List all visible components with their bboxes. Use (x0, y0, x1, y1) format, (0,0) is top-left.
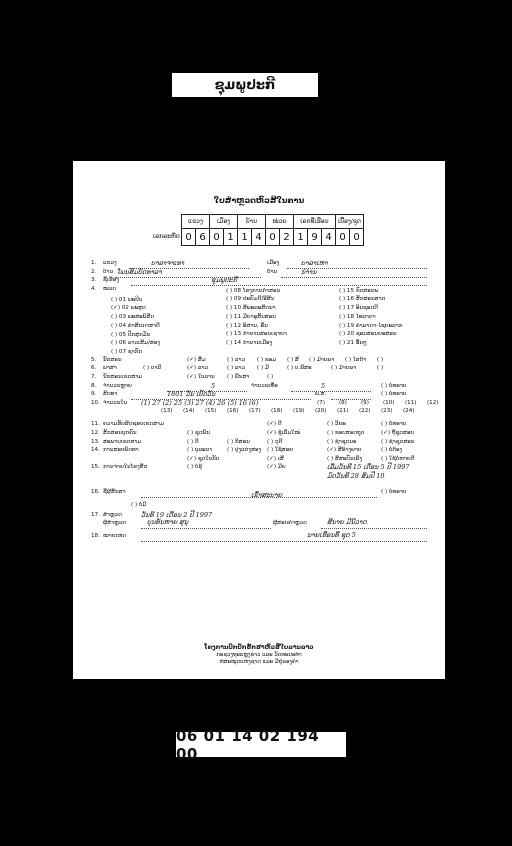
option-checkbox[interactable]: ( ) 19 ຄຳລາດາ-ໄຊຍະລາກ (339, 322, 403, 329)
field-label: ໝາຍເຫດ (103, 532, 127, 539)
code-digit: 9 (308, 229, 322, 246)
field-value: ສີນາຍ ມີນີວາດ (327, 518, 367, 527)
field-row (91, 471, 431, 490)
option-checkbox[interactable]: ( ) ບໍ່ທຣາບ (381, 382, 407, 389)
option-column (111, 296, 160, 357)
option-checkbox[interactable]: ( ) (267, 373, 274, 380)
option-checkbox[interactable]: (✓) 02 ພະສູດ (111, 305, 146, 312)
document-sheet (73, 161, 445, 679)
code-col-header: ເມືອງ (210, 215, 238, 229)
code-digit: 1 (224, 229, 238, 246)
option-checkbox[interactable]: ( ) ວີຍະ (327, 421, 346, 428)
option-checkbox[interactable]: ( ) 08 ໂຮງການກຳສອນ (226, 287, 281, 294)
field-number: 16. (91, 488, 100, 495)
field-number: 8. (91, 382, 97, 389)
option-checkbox[interactable]: ( ) 05 ປົກສຸກມັນ (111, 331, 151, 338)
field-row (91, 278, 431, 287)
field-number: 4. (91, 285, 97, 292)
option-checkbox[interactable]: ( ) 04 ຄຳສິນກາສາດີ (111, 322, 160, 329)
field-label: ບ້ານ (103, 268, 114, 275)
code-label: ເລກລະຫັດ (153, 233, 180, 240)
code-digit: 2 (280, 229, 294, 246)
field-value: 1801 ວັນ ເປັດວັນ (167, 390, 216, 399)
field-label: ສະພາບເຂດສາມ (103, 438, 142, 445)
field-row (91, 431, 431, 440)
option-checkbox[interactable]: (✓) ຊູ້ເລີ່ມໃໝ່ (267, 429, 301, 436)
field-row (91, 518, 431, 530)
option-checkbox[interactable]: ( ) ຂອມ (257, 356, 277, 363)
option-checkbox[interactable]: ( ) ບໍ່ຕ້ອງ (381, 447, 403, 454)
field-number: 15. (91, 464, 100, 471)
option-checkbox[interactable]: (✓) ຊຸດໃນນັບ (187, 455, 220, 462)
page-count-label: (13) (161, 408, 173, 415)
page-count-label: (10) (383, 399, 395, 406)
field-label: ຊື່ຜູ້ສຶກສາ (103, 488, 126, 495)
option-checkbox[interactable]: ( ) ບໍ່ທຣາບ (381, 391, 407, 398)
code-col-header: ໜ່ວຍ (266, 215, 294, 229)
page-count-label: (15) (205, 408, 217, 415)
field-row (91, 510, 431, 522)
field-label: ນັກສອນ (103, 356, 122, 363)
field-value: ເຂົ້າສະບາຍ (251, 490, 283, 499)
option-checkbox[interactable]: ( ) ບໍ່ມີ (131, 501, 147, 508)
field-value: ເລີ່ມວັນທີ 15 ເດືອນ 5 ປີ 1997 (327, 463, 410, 472)
field-label: ການຈ່າຍໃນໂຮງສຶກ (103, 464, 148, 471)
field-value: ນາຍເຮືອນທີ່ ຊຸດ 5 (307, 530, 356, 539)
field-row (91, 490, 431, 499)
option-checkbox[interactable]: ( ) ດຸດີ (267, 438, 283, 445)
code-digit: 4 (322, 229, 336, 246)
page-count-label: (20) (315, 408, 327, 415)
field-number: 14. (91, 447, 100, 454)
option-checkbox[interactable]: ( ) ດີ (187, 438, 199, 445)
code-digit: 0 (182, 229, 196, 246)
page-count-label: (17) (249, 408, 261, 415)
code-table (181, 214, 364, 246)
option-checkbox[interactable]: ( ) ສີສະບົນເພິ່ງ (327, 455, 363, 462)
field-label: ສັກສອນບຸກຄົນ (103, 429, 137, 436)
page-count-label: (24) (403, 408, 415, 415)
era-label: ພ.ສ. (315, 391, 327, 398)
option-checkbox[interactable]: ( ) ປຸງແຕ່ງສອງ (227, 447, 262, 454)
option-checkbox[interactable]: ( ) ຂອບສອດຖຸດ (327, 429, 365, 436)
field-number: 3. (91, 277, 97, 284)
form-title: ໃບສຳຫຼວດຫົວສີໃນຄານ (213, 196, 305, 205)
option-checkbox[interactable]: ( ) ມີ (257, 365, 269, 372)
option-checkbox[interactable]: (✓) ລາວ (187, 365, 209, 372)
field-label: ສຳຫຼວດ (103, 511, 122, 518)
field-label: ບ້ານ (267, 268, 278, 275)
field-number: 7. (91, 373, 97, 380)
footer-line: ໂຄງການປົກປັກຮັກສາຫົວສືໃບລານລາວ (204, 644, 314, 651)
code-digit: 0 (210, 229, 224, 246)
code-digit: 0 (266, 229, 280, 246)
option-checkbox[interactable]: ( ) 06 ລາວເສີມ/ສອງ (111, 340, 161, 347)
field-value: ໂພນສົມບັດທາລາ (117, 267, 162, 276)
field-label: ຈຳນວນເທື່ອ (251, 382, 278, 389)
field-number: 9. (91, 391, 97, 398)
field-rule (131, 278, 427, 286)
form-fields (91, 259, 439, 542)
field-label: ການສອບພິດທາ (103, 447, 139, 454)
field-label: ນັກສອນເຂດສາມ (103, 373, 143, 380)
code-digit: 1 (238, 229, 252, 246)
field-number: 17. (91, 511, 100, 518)
option-checkbox[interactable]: ( ) 10 ສີພະລະສິດນາ (226, 305, 276, 312)
option-checkbox[interactable]: (✓) ໃບລານ (187, 373, 215, 380)
field-label: ຄວາມຮັບຜິດຊອບເຂດສາມ (103, 421, 164, 428)
option-checkbox[interactable]: (✓) ສີອ້າງພາບ (327, 447, 362, 454)
option-checkbox[interactable]: ( ) 16 ສັກສອນສາດ (339, 296, 386, 303)
option-checkbox[interactable]: ( ) ພີ່ນສາ (227, 373, 250, 380)
field-value: ມົດວັນທີ 28 ສົມປີ 10 (327, 471, 385, 480)
option-checkbox[interactable]: ( ) 13 ກຳນານສອນເຊາຍາ (226, 331, 287, 338)
option-checkbox[interactable]: ( ) 12 ອິສານ, ອື່ນ (226, 322, 268, 329)
field-value: (1) 27 (2) 25 (3) 27 (4) 26 (5) 16 (6) (141, 398, 259, 407)
page-count-label: (9) (361, 399, 369, 406)
footer-line: ກະຊວງຖະແຫຼງຂ່າວ ແລະ ວັດທະນະທຳ (216, 652, 302, 659)
page-count-label: (16) (227, 408, 239, 415)
field-row (91, 267, 431, 279)
option-checkbox[interactable]: ( ) ໃຊ້ສອຍ (267, 447, 294, 454)
code-digit: 4 (252, 229, 266, 246)
field-label: ສິດທາ (103, 391, 118, 398)
code-col-header: ເບື້ອງ/ຊຸດ (336, 215, 364, 229)
page-count-label: (8) (339, 399, 347, 406)
option-checkbox[interactable]: ( ) ບໍ່ທຣາບ (381, 421, 407, 428)
option-column (339, 287, 402, 348)
page-count-label: (14) (183, 408, 195, 415)
field-label: ຊື່ເຮືອງ (103, 277, 119, 284)
option-checkbox[interactable]: ( ) ມ້າບພາ (309, 356, 335, 363)
field-rule (141, 530, 427, 542)
option-checkbox[interactable]: ( ) ບໍ່ທຣາບ (381, 488, 407, 495)
code-digit: 0 (336, 229, 350, 246)
page-count-label: (23) (381, 408, 393, 415)
field-rule (291, 381, 371, 392)
option-checkbox[interactable]: ( ) ໄຮດ້າ (345, 356, 367, 363)
option-checkbox[interactable]: ( ) ໃຊ້ບໍ່ຫາຍດີ (381, 455, 415, 462)
page-count-label: (11) (405, 399, 417, 406)
field-number: 6. (91, 365, 97, 372)
page-count-label: (12) (427, 399, 439, 406)
option-checkbox[interactable]: ( ) 03 ພະສະພິສັດ (111, 314, 155, 321)
field-value: 5 (321, 381, 326, 390)
footer-line: ຫໍສະໝຸດແຫ່ງຊາດ ແລະ ມີຢູ່ຂອງຄຳ (219, 659, 299, 666)
header-label: ຊຸມພູປະກີ (172, 73, 318, 97)
option-checkbox[interactable]: ( ) ກິສອນ (227, 438, 250, 445)
field-value: 5 (211, 381, 216, 390)
option-checkbox[interactable]: ( ) 18 ໄທລາດາ (339, 313, 376, 320)
page-count-label: (21) (337, 408, 349, 415)
field-label: ຈຳນວນໃນ (103, 399, 128, 406)
option-checkbox[interactable]: ( ) ບູລະນາ (187, 447, 213, 454)
option-checkbox[interactable]: (✓) ຖືຊຸດສອບ (381, 429, 414, 436)
option-checkbox[interactable]: ( ) 17 ອິນຊອດດີ (339, 305, 378, 312)
option-checkbox[interactable]: ( ) ລາວ (227, 356, 246, 363)
field-value: ນຳ່ານ (301, 267, 317, 276)
field-value: ຊຸມພູປະກີ (211, 276, 237, 285)
option-checkbox[interactable]: ( ) (377, 365, 384, 372)
field-value: ວັນທີ 19 ເດືອນ 2 ປີ 1997 (141, 510, 213, 519)
code-digit: 1 (294, 229, 308, 246)
field-rule (331, 392, 371, 400)
field-row (91, 440, 431, 449)
option-checkbox[interactable]: ( ) 21 ອື່ນໆ (339, 340, 367, 346)
code-digit: 0 (350, 229, 364, 246)
option-checkbox[interactable]: ( ) ບ.ພີສະ (287, 365, 312, 372)
option-column (226, 287, 287, 348)
option-checkbox[interactable]: ( ) 14 ກຳນານເມືອງ (226, 340, 273, 346)
field-number: 18. (91, 532, 100, 539)
field-row (91, 381, 431, 393)
field-row (91, 530, 431, 543)
field-number: 13. (91, 438, 100, 445)
option-checkbox[interactable]: ( ) ຊຳຊຸດນອ (327, 438, 357, 445)
field-row (91, 422, 431, 431)
option-checkbox[interactable]: ( ) ບາລີ (143, 365, 162, 372)
field-label: ພາສາ (103, 365, 117, 372)
field-number: 11. (91, 421, 100, 428)
field-row (91, 366, 431, 375)
field-number: 10. (91, 399, 100, 406)
option-checkbox[interactable]: ( ) ລາວ (227, 365, 246, 372)
option-checkbox[interactable]: ( ) 20 ຊອນສອນຍະສອນ (339, 331, 397, 338)
field-row (91, 398, 439, 410)
field-value: ບາລາເຫາ (301, 259, 328, 267)
code-col-header: ບ້ານ (238, 215, 266, 229)
option-checkbox[interactable]: ( ) 07 ຊາກົກ (111, 349, 143, 355)
option-checkbox[interactable]: ( ) ສີ (287, 356, 299, 363)
option-checkbox[interactable]: (✓) ສີ່ມ (187, 356, 206, 363)
form-footer (73, 644, 445, 667)
code-digit: 6 (196, 229, 210, 246)
option-checkbox[interactable]: ( ) ບໍ່ຮູ້ (187, 464, 203, 471)
field-number: 2. (91, 268, 97, 275)
field-label: ຜູ້ສຳຫຼວດ (103, 520, 126, 527)
option-checkbox[interactable]: ( ) 01 ພະປິບ (111, 296, 143, 303)
page-count-label: (22) (359, 408, 371, 415)
option-checkbox[interactable]: (✓) ມີຍ (267, 464, 286, 471)
option-checkbox[interactable]: ( ) ຊຸດພິນ (187, 429, 211, 436)
bottom-code-label: 06 01 14 02 194 00 (176, 732, 346, 757)
field-label: ໝວດ (103, 285, 117, 292)
option-checkbox[interactable]: (✓) ດີ (267, 421, 282, 428)
code-col-header: ເລກທີ່ເຮືອນ (294, 215, 336, 229)
page-count-label: (19) (293, 408, 305, 415)
option-checkbox[interactable]: ( ) 11 ມີຍາອຸສັນສອນ (226, 313, 276, 320)
field-label: ແຂວງ (103, 260, 117, 266)
code-col-header: ແຂວງ (182, 215, 210, 229)
field-number: 5. (91, 356, 97, 363)
option-checkbox[interactable]: ( ) 09 ປະຍົມດີ/ອີສີນ (226, 296, 275, 303)
field-row (91, 448, 431, 457)
option-checkbox[interactable]: ( ) ຊຳຊຸດສອນ (381, 438, 415, 445)
page-count-label: (18) (271, 408, 283, 415)
option-checkbox[interactable]: ( ) 15 ກົດສອນພ (339, 287, 379, 294)
field-number: 1. (91, 260, 97, 266)
field-number: 12. (91, 429, 100, 436)
field-label: ຈຳນວນຫຼາຍ (103, 382, 132, 389)
option-checkbox[interactable]: (✓) ເສີ (267, 455, 284, 462)
field-label: ຜູ້ສອບຄຳຫຼວດ (273, 520, 307, 527)
field-value: ບຸນທັນຫາຍ ສຸນຸ (147, 518, 189, 527)
option-checkbox[interactable]: ( ) ມ້າບພາ (331, 365, 357, 372)
field-value: ບາລາຈາເທາ (151, 259, 185, 267)
option-checkbox[interactable]: ( ) (377, 356, 384, 363)
field-label: ເມືອງ (267, 260, 280, 266)
page-count-label: (7) (317, 399, 325, 406)
